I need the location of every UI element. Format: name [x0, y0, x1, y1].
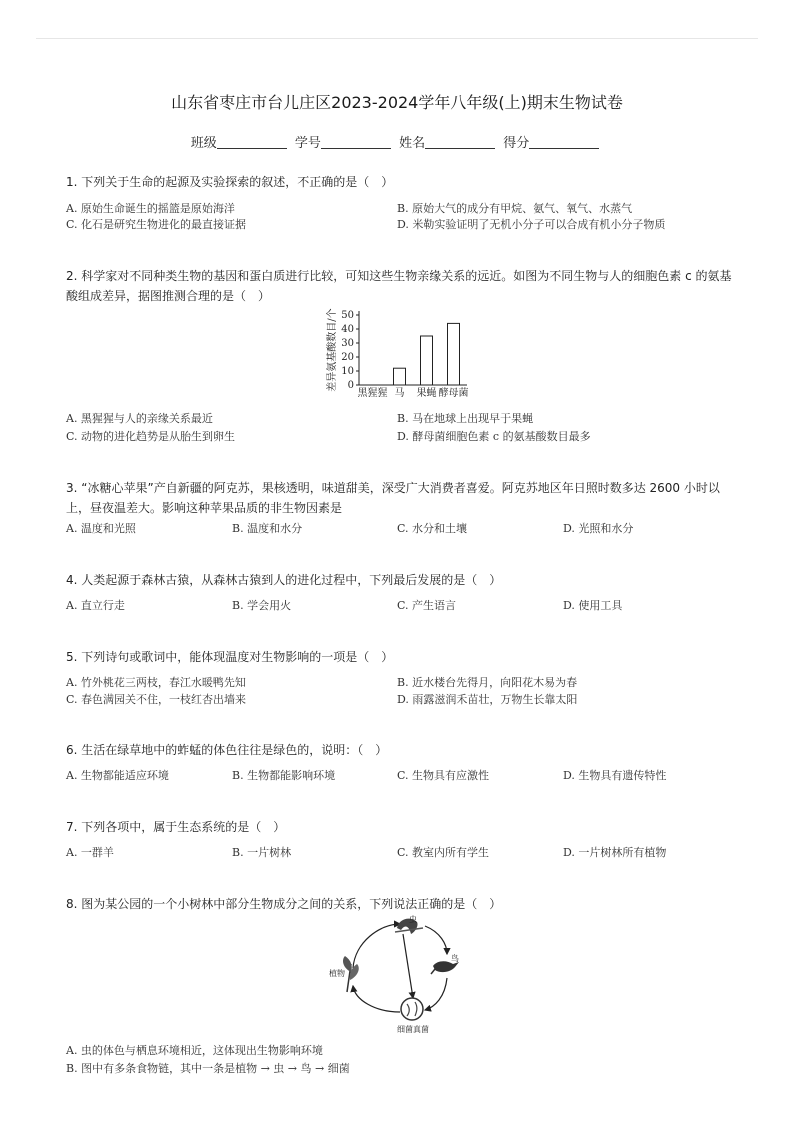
- name-label: 姓名: [399, 136, 426, 151]
- q3-option-a[interactable]: A. 温度和光照: [66, 522, 136, 535]
- plant-label: 植物: [329, 969, 345, 978]
- q2-option-d[interactable]: D. 酵母菌细胞色素 c 的氨基酸数目最多: [397, 430, 591, 443]
- q7-option-c[interactable]: C. 教室内所有学生: [397, 846, 490, 859]
- question-1: 1. 下列关于生命的起源及实验探索的叙述，不正确的是（ ）: [66, 175, 394, 189]
- arrow-insect-to-decomposer: [403, 934, 413, 998]
- q2-option-a[interactable]: A. 黑猩猩与人的亲缘关系最近: [66, 412, 213, 425]
- decomposer-label: 细菌真菌: [397, 1025, 429, 1034]
- q6-option-d[interactable]: D. 生物具有遗传特性: [563, 769, 667, 782]
- arrow-bird-to-decomposer: [425, 978, 447, 1010]
- question-8: 8. 图为某公园的一个小树林中部分生物成分之间的关系，下列说法正确的是（ ）: [66, 897, 502, 911]
- name-blank[interactable]: [425, 135, 495, 149]
- q3-option-b[interactable]: B. 温度和水分: [232, 522, 303, 535]
- chart-bar-2: [394, 368, 406, 385]
- q1-option-b[interactable]: B. 原始大气的成分有甲烷、氨气、氧气、水蒸气: [397, 202, 633, 215]
- q4-option-c[interactable]: C. 产生语言: [397, 599, 457, 612]
- id-label: 学号: [294, 136, 321, 151]
- q6-option-a[interactable]: A. 生物都能适应环境: [66, 769, 169, 782]
- q6-option-c[interactable]: C. 生物具有应激性: [397, 769, 490, 782]
- q1-option-c[interactable]: C. 化石是研究生物进化的最直接证据: [66, 218, 247, 231]
- chart-y-tick-label: 20: [341, 352, 354, 363]
- score-blank[interactable]: [529, 135, 599, 149]
- header-rule: [36, 38, 758, 39]
- q1-option-a[interactable]: A. 原始生命诞生的摇篮是原始海洋: [66, 202, 235, 215]
- insect-label: 虫: [409, 915, 417, 924]
- chart-bar-4: [448, 323, 460, 385]
- chart-x-tick-label: 马: [394, 388, 405, 399]
- class-blank[interactable]: [217, 135, 287, 149]
- score-label: 得分: [503, 136, 530, 151]
- plant-icon: [343, 956, 359, 992]
- bird-icon: [431, 961, 459, 974]
- q8-option-b[interactable]: B. 图中有多条食物链，其中一条是植物 → 虫 → 鸟 → 细菌: [66, 1062, 350, 1075]
- chart-y-tick-label: 30: [341, 338, 354, 349]
- q4-option-d[interactable]: D. 使用工具: [563, 599, 623, 612]
- q4-option-b[interactable]: B. 学会用火: [232, 599, 292, 612]
- question-2: 2. 科学家对不同种类生物的基因和蛋白质进行比较，可知这些生物亲缘关系的远近。如图为不同生物与人的细胞色素 c 的氨基酸组成差异，据图推测合理的是（ ）: [66, 269, 732, 303]
- bird-label: 鸟: [451, 954, 459, 963]
- q5-option-b[interactable]: B. 近水楼台先得月，向阳花木易为春: [397, 676, 578, 689]
- chart-y-tick-label: 10: [341, 366, 354, 377]
- arrow-insect-to-bird: [425, 926, 447, 954]
- q3-option-d[interactable]: D. 光照和水分: [563, 522, 634, 535]
- page-title: 山东省枣庄市台儿庄区2023-2024学年八年级(上)期末生物试卷: [171, 93, 623, 112]
- q8-option-a[interactable]: A. 虫的体色与栖息环境相近，这体现出生物影响环境: [66, 1044, 323, 1057]
- q5-option-d[interactable]: D. 雨露滋润禾苗壮，万物生长靠太阳: [397, 693, 578, 706]
- q6-option-b[interactable]: B. 生物都能影响环境: [232, 769, 336, 782]
- q7-option-a[interactable]: A. 一群羊: [66, 846, 114, 859]
- chart-y-tick-label: 0: [347, 380, 354, 391]
- chart-y-tick-label: 50: [341, 310, 354, 321]
- chart-y-label: 差异氨基酸数目/个: [327, 308, 338, 392]
- amino-acid-chart: [325, 305, 475, 405]
- id-blank[interactable]: [321, 135, 391, 149]
- chart-bar-3: [421, 336, 433, 385]
- arrow-decomposer-to-plant: [353, 986, 400, 1012]
- q2-option-c[interactable]: C. 动物的进化趋势是从胎生到卵生: [66, 430, 236, 443]
- q2-option-b[interactable]: B. 马在地球上出现早于果蝇: [397, 412, 534, 425]
- class-label: 班级: [190, 136, 217, 151]
- q7-option-b[interactable]: B. 一片树林: [232, 846, 292, 859]
- arrow-plant-to-insect: [353, 924, 400, 968]
- q7-option-d[interactable]: D. 一片树林所有植物: [563, 846, 667, 859]
- student-info: [0, 132, 794, 151]
- q5-option-c[interactable]: C. 春色满园关不住，一枝红杏出墙来: [66, 693, 247, 706]
- q5-option-a[interactable]: A. 竹外桃花三两枝，春江水暖鸭先知: [66, 676, 246, 689]
- q4-option-a[interactable]: A. 直立行走: [66, 599, 125, 612]
- chart-y-tick-label: 40: [341, 324, 354, 335]
- question-3: 3. “冰糖心苹果”产自新疆的阿克苏，果核透明，味道甜美，深受广大消费者喜爱。阿克苏地区年日照时数多达 2600 小时以上，昼夜温差大。影响这种苹果品质的非生物因素是: [66, 481, 720, 515]
- question-7: 7. 下列各项中，属于生态系统的是（ ）: [66, 820, 286, 834]
- question-5: 5. 下列诗句或歌词中，能体现温度对生物影响的一项是（ ）: [66, 650, 394, 664]
- chart-x-tick-label: 黑猩猩: [357, 388, 388, 399]
- food-web-diagram: [325, 912, 470, 1037]
- chart-x-tick-label: 酵母菌: [438, 388, 469, 399]
- question-6: 6. 生活在绿草地中的蚱蜢的体色往往是绿色的，说明：（ ）: [66, 743, 388, 757]
- q3-option-c[interactable]: C. 水分和土壤: [397, 522, 468, 535]
- question-4: 4. 人类起源于森林古猿，从森林古猿到人的进化过程中，下列最后发展的是（ ）: [66, 573, 502, 587]
- chart-x-tick-label: 果蝇: [416, 388, 437, 399]
- decomposer-icon: [401, 998, 423, 1020]
- q1-option-d[interactable]: D. 米勒实验证明了无机小分子可以合成有机小分子物质: [397, 218, 666, 231]
